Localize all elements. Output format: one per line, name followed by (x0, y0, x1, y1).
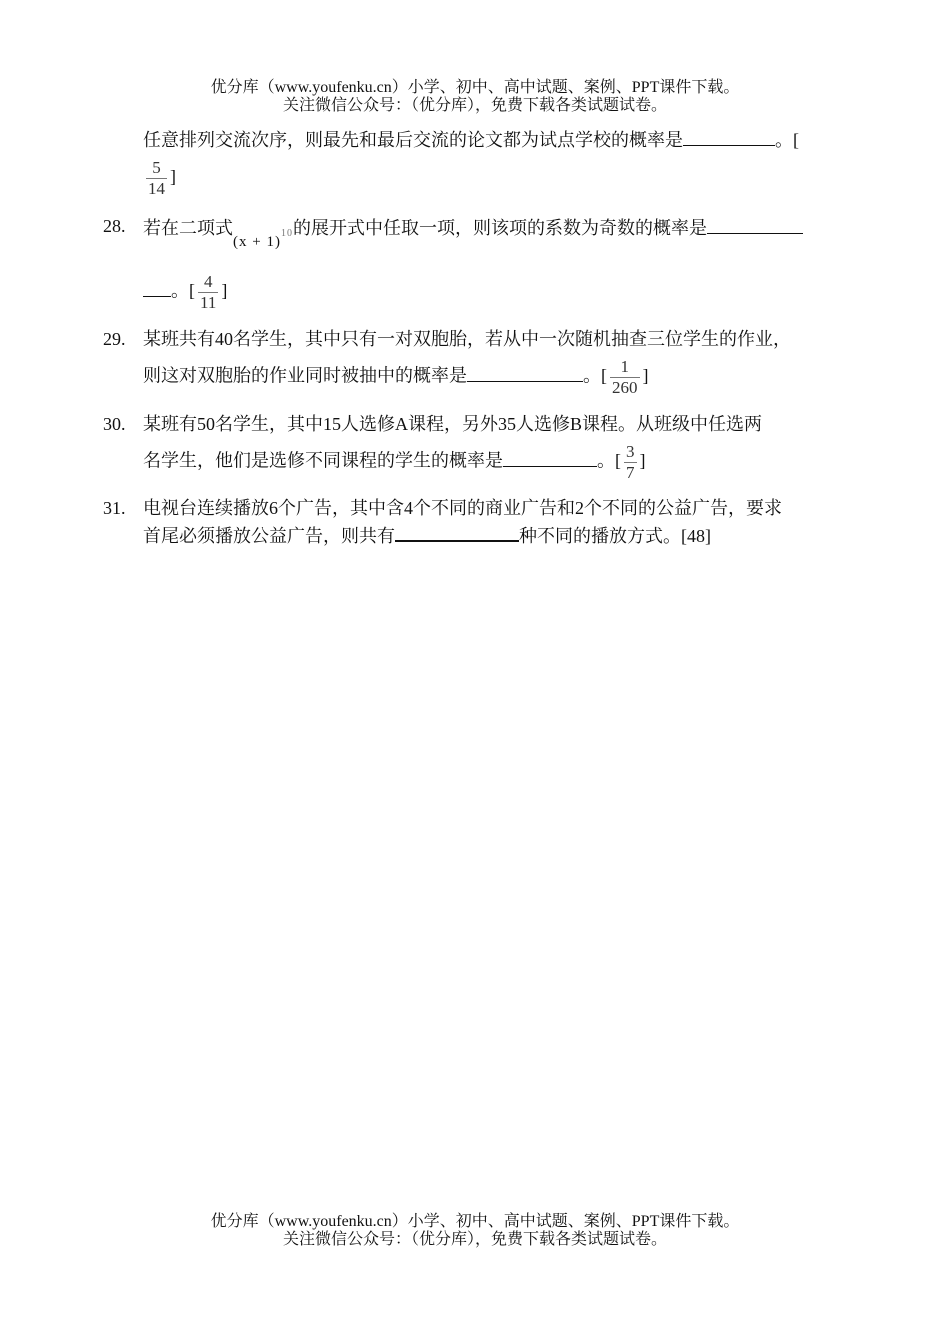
q30-line-1: 某班有50名学生，其中15人选修A课程，另外35人选修B课程。从班级中任选两 (143, 414, 763, 434)
q30-answer-fraction: $\frac{3}{7}$ (626, 442, 635, 482)
header-line-2: 关注微信公众号：（优分库），免费下载各类试题试卷。 (282, 97, 667, 114)
q29-line-2: 则这对双胞胎的作业同时被抽中的概率是 。[ $\frac{1}{260}$ ] (143, 357, 649, 397)
q28-answer-fraction: $\frac{4}{11}$ (200, 272, 217, 312)
q31-number: 31. (103, 498, 126, 518)
page-header (0, 79, 950, 115)
q27-answer: $\frac{5}{14}$ ] (148, 158, 176, 198)
q28-answer-blank-b (143, 282, 171, 297)
q31-answer-blank (395, 526, 519, 542)
q27-text: 任意排列交流次序，则最先和最后交流的论文都为试点学校的概率是 (143, 130, 683, 150)
q28-line-1: 若在二项式$(x + 1)^{10}$的展开式中任取一项，则该项的系数为奇数的概率是 (143, 215, 803, 241)
q28-answer-blank-a (707, 219, 803, 234)
header-line-1: 优分库（www.youfenku.cn）小学、初中、高中试题、案例、PPT课件下载。 (210, 79, 740, 96)
q27-answer-blank (683, 131, 775, 146)
footer-line-2: 关注微信公众号：（优分库），免费下载各类试题试卷。 (282, 1231, 667, 1248)
q28-line-2: 。[ $\frac{4}{11}$ ] (143, 272, 227, 313)
page-footer (0, 1213, 950, 1249)
q27-continuation: 任意排列交流次序，则最先和最后交流的论文都为试点学校的概率是 。[ (143, 130, 799, 150)
q29-number: 29. (103, 329, 126, 349)
footer-line-1: 优分库（www.youfenku.cn）小学、初中、高中试题、案例、PPT课件下载。 (210, 1213, 740, 1230)
q27-answer-fraction: $\frac{5}{14}$ (148, 158, 165, 198)
q30-answer-blank (503, 452, 597, 467)
q28-number: 28. (103, 216, 126, 236)
q30-line-2: 名学生，他们是选修不同课程的学生的概率是 。[ $\frac{3}{7}$ ] (143, 442, 646, 482)
q30-number: 30. (103, 414, 126, 434)
q31-line-2: 首尾必须播放公益广告，则共有 种不同的播放方式。[48] (143, 526, 711, 546)
q29-answer-blank (467, 367, 583, 382)
q29-answer-fraction: $\frac{1}{260}$ (612, 357, 638, 397)
q29-line-1: 某班共有40名学生，其中只有一对双胞胎，若从中一次随机抽查三位学生的作业， (143, 329, 791, 349)
q31-line-1: 电视台连续播放6个广告，其中含4个不同的商业广告和2个不同的公益广告，要求 (143, 498, 782, 518)
binomial-formula: $(x + 1)^{10}$ (233, 228, 293, 250)
